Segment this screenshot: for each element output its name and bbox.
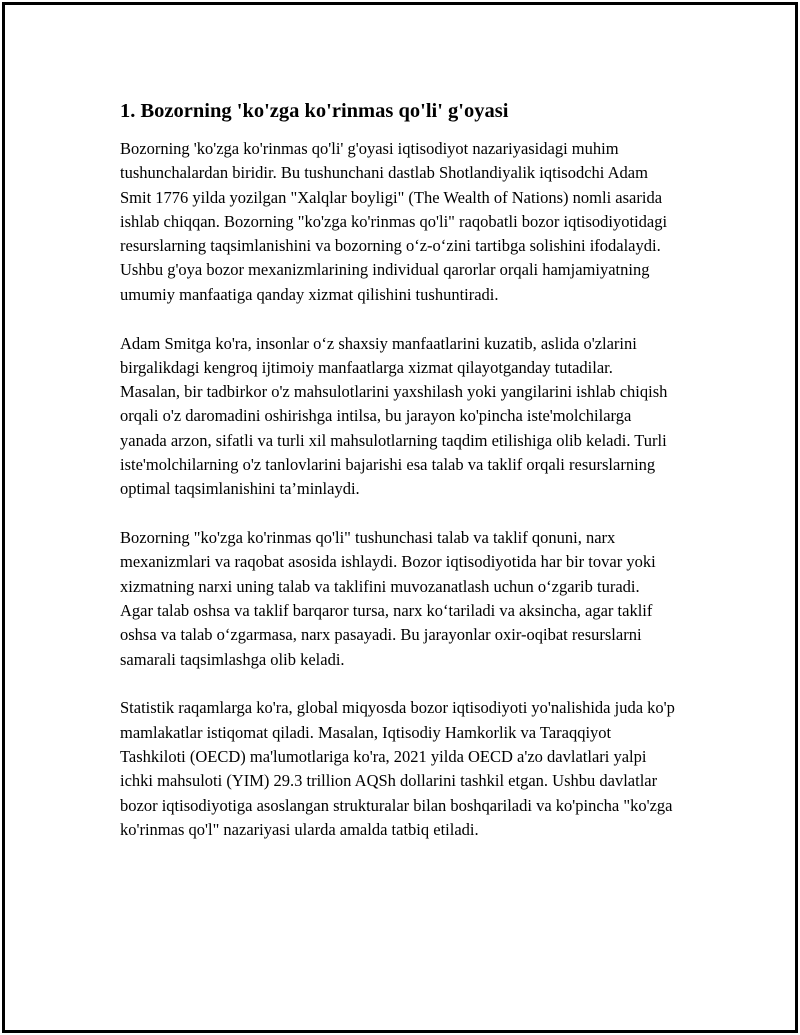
paragraph-3: Bozorning "ko'zga ko'rinmas qo'li" tushunchasi talab va taklif qonuni, narx mexanizmlari va raqobat asosida ishlaydi. Bozor iqtisodiyotida har bir tovar yoki xizmatning narxi uning talab va taklifini muvozanatlash uchun o‘zgarib turadi. Agar talab oshsa va taklif barqaror tursa, narx ko‘tariladi va aksincha, agar taklif oshsa va talab o‘zgarmasa, narx pasayadi. Bu jarayonlar oxir-oqibat resurslarni samarali taqsimlashga olib keladi. — [120, 528, 656, 669]
paragraph-1: Bozorning 'ko'zga ko'rinmas qo'li' g'oyasi iqtisodiyot nazariyasidagi muhim tushunchalardan biridir. Bu tushunchani dastlab Shotlandiyalik iqtisodchi Adam Smit 1776 yilda yozilgan "Xalqlar boyligi" (The Wealth of Nations) nomli asarida ishlab chiqqan. Bozorning "ko'zga ko'rinmas qo'li" raqobatli bozor iqtisodiyotidagi resurslarning taqsimlanishini va bozorning o‘z-o‘zini tartibga solishini ifodalaydi. Ushbu g'oya bozor mexanizmlarining individual qarorlar orqali hamjamiyatning umumiy manfaatiga qanday xizmat qilishini tushuntiradi. — [120, 139, 668, 304]
section-title: 1. Bozorning 'ko'zga ko'rinmas qo'li' g'oyasi — [120, 100, 509, 122]
paragraph-2: Adam Smitga ko'ra, insonlar o‘z shaxsiy manfaatlarini kuzatib, aslida o'zlarini birgalikdagi kengroq ijtimoiy manfaatlarga xizmat qilayotganday tutadilar. Masalan, bir tadbirkor o'z mahsulotlarini yaxshilash yoki yangilarini ishlab chiqish orqali o'z daromadini oshirishga intilsa, bu jarayon ko'pincha iste'molchilarga yanada arzon, sifatli va turli xil mahsulotlarning taqdim etilishiga olib keladi. Turli iste'molchilarning o'z tanlovlarini bajarishi esa talab va taklif orqali resurslarning optimal taqsimlanishini ta’minlaydi. — [120, 333, 668, 499]
document-body — [120, 97, 675, 842]
paragraph-4: Statistik raqamlarga ko'ra, global miqyosda bozor iqtisodiyoti yo'nalishida juda ko'p mamlakatlar istiqomat qiladi. Masalan, Iqtisodiy Hamkorlik va Taraqqiyot Tashkiloti (OECD) ma'lumotlariga ko'ra, 2021 yilda OECD a'zo davlatlari yalpi ichki mahsuloti (YIM) 29.3 trillion AQSh dollarini tashkil etgan. Ushbu davlatlar bozor iqtisodiyotiga asoslangan strukturalar bilan boshqariladi va ko'pincha "ko'zga ko'rinmas qo'l" nazariyasi ularda amalda tatbiq etiladi. — [120, 698, 675, 839]
page-frame — [2, 2, 798, 1033]
